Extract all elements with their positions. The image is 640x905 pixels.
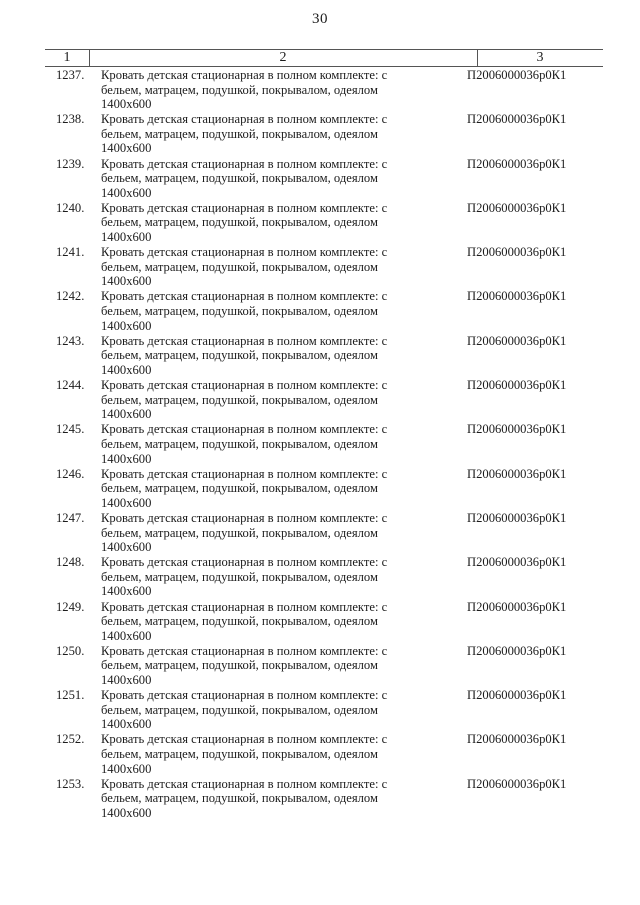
table-row [0,511,640,555]
row-number: 1237. [56,68,85,82]
row-code: П2006000036р0К1 [467,688,567,703]
row-number: 1249. [56,599,85,614]
table-row [0,245,640,289]
row-code: П2006000036р0К1 [467,378,567,393]
row-code: П2006000036р0К1 [467,68,567,82]
row-description: Кровать детская стационарная в полном комплекте: с бельем, матрацем, подушкой, покрывалом, одеялом 1400х600 [101,732,388,776]
row-code: П2006000036р0К1 [467,112,567,127]
row-description: Кровать детская стационарная в полном комплекте: с бельем, матрацем, подушкой, покрывалом, одеялом 1400х600 [101,599,388,643]
row-number: 1246. [56,466,85,481]
row-description: Кровать детская стационарная в полном комплекте: с бельем, матрацем, подушкой, покрывалом, одеялом 1400х600 [101,776,388,820]
row-number: 1250. [56,643,85,658]
row-number: 1245. [56,422,85,437]
row-number: 1247. [56,510,85,525]
row-description: Кровать детская стационарная в полном комплекте: с бельем, матрацем, подушкой, покрывалом, одеялом 1400х600 [101,510,388,555]
row-description: Кровать детская стационарная в полном комплекте: с бельем, матрацем, подушкой, покрывалом, одеялом 1400х600 [101,688,388,732]
table-body [0,68,640,821]
row-number: 1248. [56,555,85,570]
table-row [0,600,640,644]
table-row [0,422,640,466]
row-description: Кровать детская стационарная в полном комплекте: с бельем, матрацем, подушкой, покрывалом, одеялом 1400х600 [101,245,388,289]
row-number: 1252. [56,732,85,747]
row-number: 1241. [56,245,85,260]
column-header-3: 3 [536,50,544,65]
row-code: П2006000036р0К1 [467,245,567,260]
row-code: П2006000036р0К1 [467,732,567,747]
column-header-1: 1 [45,50,90,66]
table-row [0,777,640,821]
table-row [0,732,640,776]
row-description: Кровать детская стационарная в полном комплекте: с бельем, матрацем, подушкой, покрывалом, одеялом 1400х600 [101,643,388,688]
row-number: 1251. [56,688,85,703]
row-number: 1244. [56,378,85,393]
row-code: П2006000036р0К1 [467,776,567,791]
row-number: 1239. [56,156,85,171]
table-row [0,378,640,422]
row-code: П2006000036р0К1 [467,200,567,215]
table-row [0,112,640,156]
row-code: П2006000036р0К1 [467,156,567,171]
row-code: П2006000036р0К1 [467,510,567,525]
row-code: П2006000036р0К1 [467,555,567,570]
table-row [0,68,640,112]
row-code: П2006000036р0К1 [467,333,567,348]
row-description: Кровать детская стационарная в полном комплекте: с бельем, матрацем, подушкой, покрывалом, одеялом 1400х600 [101,333,388,377]
page-number: 30 [312,11,328,27]
row-number: 1240. [56,200,85,215]
row-code: П2006000036р0К1 [467,422,567,437]
row-number: 1238. [56,112,85,127]
column-header-2: 2 [89,50,478,66]
row-description: Кровать детская стационарная в полном комплекте: с бельем, матрацем, подушкой, покрывалом, одеялом 1400х600 [101,156,388,200]
row-description: Кровать детская стационарная в полном комплекте: с бельем, матрацем, подушкой, покрывалом, одеялом 1400х600 [101,200,388,245]
row-code: П2006000036р0К1 [467,289,567,304]
table-row [0,334,640,378]
table-row [0,289,640,333]
row-code: П2006000036р0К1 [467,466,567,481]
table-row [0,467,640,511]
row-description: Кровать детская стационарная в полном комплекте: с бельем, матрацем, подушкой, покрывалом, одеялом 1400х600 [101,289,388,333]
row-description: Кровать детская стационарная в полном комплекте: с бельем, матрацем, подушкой, покрывалом, одеялом 1400х600 [101,422,388,466]
row-description: Кровать детская стационарная в полном комплекте: с бельем, матрацем, подушкой, покрывалом, одеялом 1400х600 [101,466,388,510]
row-description: Кровать детская стационарная в полном комплекте: с бельем, матрацем, подушкой, покрывалом, одеялом 1400х600 [101,68,388,112]
row-code: П2006000036р0К1 [467,599,567,614]
row-description: Кровать детская стационарная в полном комплекте: с бельем, матрацем, подушкой, покрывалом, одеялом 1400х600 [101,555,388,599]
row-number: 1243. [56,333,85,348]
table-header [45,49,603,67]
row-number: 1253. [56,776,85,791]
table-row [0,201,640,245]
row-description: Кровать детская стационарная в полном комплекте: с бельем, матрацем, подушкой, покрывалом, одеялом 1400х600 [101,112,388,156]
table-row [0,688,640,732]
row-number: 1242. [56,289,85,304]
table-row [0,644,640,688]
table-row [0,157,640,201]
row-description: Кровать детская стационарная в полном комплекте: с бельем, матрацем, подушкой, покрывалом, одеялом 1400х600 [101,378,388,422]
table-row [0,555,640,599]
row-code: П2006000036р0К1 [467,643,567,658]
